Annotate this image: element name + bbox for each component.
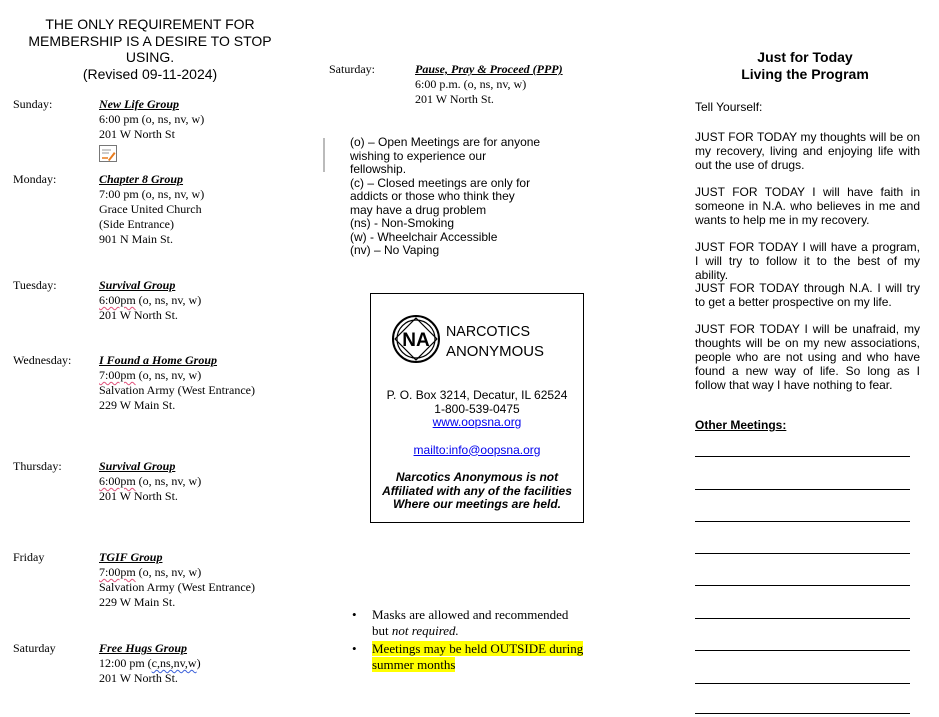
legend-line: (ns) - Non-Smoking: [350, 216, 455, 230]
meeting-address: 901 N Main St.: [99, 232, 174, 246]
meeting-monday: [99, 172, 204, 247]
blank-line[interactable]: [695, 618, 910, 619]
meeting-entrance: (Side Entrance): [99, 217, 174, 231]
meeting-time: 7:00pm (o, ns, nv, w): [99, 565, 202, 579]
legend-line: fellowship.: [350, 162, 407, 176]
meeting-time: 6:00pm (o, ns, nv, w): [99, 293, 202, 307]
blank-line[interactable]: [695, 650, 910, 651]
meeting-day-thursday: Thursday:: [13, 459, 62, 473]
meeting-address: 229 W Main St.: [99, 398, 176, 412]
blank-line[interactable]: [695, 713, 910, 714]
legend-line: may have a drug problem: [350, 202, 487, 217]
meeting-day-tuesday: Tuesday:: [13, 278, 57, 292]
meeting-time: 6:00 pm (o, ns, nv, w): [99, 112, 205, 126]
requirement-line-3: USING.: [125, 49, 175, 65]
blank-line[interactable]: [695, 521, 910, 522]
meeting-friday: [99, 550, 255, 610]
meeting-name: Survival Group: [99, 459, 176, 473]
meeting-wednesday: [99, 353, 255, 413]
requirement-line-1: THE ONLY REQUIREMENT FOR: [45, 16, 255, 32]
meeting-time: 7:00 pm (o, ns, nv, w): [99, 187, 205, 201]
jft-paragraph: JUST FOR TODAY I will have faith in someone in N.A. who believes in me and wants to help me in my recovery.: [695, 185, 920, 227]
blank-line[interactable]: [695, 553, 910, 554]
note-outside: • Meetings may be held OUTSIDE during summer months: [352, 641, 584, 672]
meeting-name: New Life Group: [99, 97, 179, 111]
meeting-day-saturday-ppp: Saturday:: [329, 62, 375, 76]
meeting-name: I Found a Home Group: [99, 353, 218, 367]
meeting-location: Salvation Army (West Entrance): [99, 580, 255, 594]
meeting-address: 229 W Main St.: [99, 595, 176, 609]
meeting-name: Chapter 8 Group: [99, 172, 184, 186]
meeting-day-wednesday: Wednesday:: [13, 353, 72, 367]
legend-line: (c) – Closed meetings are only for: [350, 175, 531, 190]
meeting-day-sunday: Sunday:: [13, 97, 53, 111]
na-logo: [391, 313, 551, 365]
meeting-location: Salvation Army (West Entrance): [99, 383, 255, 397]
legend-line: (w) - Wheelchair Accessible: [350, 229, 498, 244]
blank-line[interactable]: [695, 456, 910, 457]
meeting-sunday: [99, 97, 204, 166]
blank-line[interactable]: [695, 585, 910, 586]
meeting-day-monday: Monday:: [13, 172, 57, 186]
po-box-address: P. O. Box 3214, Decatur, IL 62524: [386, 388, 568, 402]
meeting-time: 6:00 p.m. (o, ns, nv, w): [415, 77, 527, 91]
just-for-today-title: Just for Today Living the Program: [741, 49, 869, 82]
meeting-name: Pause, Pray & Proceed (PPP): [415, 62, 563, 76]
meeting-day-friday: Friday: [13, 550, 45, 564]
bullet-icon: •: [352, 607, 357, 622]
meeting-address: 201 W North St.: [99, 308, 178, 322]
meeting-saturday-ppp: [415, 62, 563, 107]
meeting-address: 201 W North St.: [415, 92, 494, 106]
blank-line[interactable]: [695, 683, 910, 684]
website-link[interactable]: www.oopsna.org: [432, 415, 522, 429]
blank-line[interactable]: [695, 489, 910, 490]
membership-requirement: [10, 16, 290, 82]
meeting-time: 12:00 pm (c,ns,nv,w): [99, 656, 201, 670]
phone-number: 1-800-539-0475: [434, 401, 520, 416]
requirement-line-2: MEMBERSHIP IS A DESIRE TO STOP: [28, 32, 272, 49]
revised-date: (Revised 09-11-2024): [82, 65, 218, 82]
meeting-notes-list: [350, 607, 620, 675]
meeting-time: 7:00pm (o, ns, nv, w): [99, 368, 202, 382]
jft-paragraph: JUST FOR TODAY my thoughts will be on my recovery, living and enjoying life with out the use of drugs.: [695, 130, 920, 172]
na-logo-icon: [391, 313, 551, 365]
meeting-address: 201 W North St.: [99, 671, 178, 685]
na-contact-info: [371, 389, 583, 457]
svg-text:NA: NA: [402, 330, 430, 351]
bullet-icon: •: [352, 641, 357, 656]
meeting-time: 6:00pm (o, ns, nv, w): [99, 474, 202, 488]
meeting-tuesday: [99, 278, 201, 323]
jft-paragraph: JUST FOR TODAY I will have a program, I will try to follow it to the best of my ability.: [695, 240, 920, 282]
legend-line: addicts or those who think they: [350, 189, 515, 203]
meeting-location: Grace United Church: [99, 202, 202, 216]
tell-yourself-label: Tell Yourself:: [695, 100, 763, 114]
meeting-saturday: [99, 641, 201, 686]
meeting-name: Free Hugs Group: [99, 641, 188, 655]
document-edit-icon[interactable]: [99, 145, 117, 162]
meeting-name: Survival Group: [99, 278, 176, 292]
svg-text:NARCOTICS: NARCOTICS: [446, 323, 530, 340]
meeting-code-legend: [350, 136, 570, 258]
meeting-address: 201 W North St: [99, 127, 175, 141]
legend-line: (nv) – No Vaping: [350, 243, 440, 257]
meeting-address: 201 W North St.: [99, 489, 178, 503]
na-contact-box: [370, 293, 584, 523]
meeting-thursday: [99, 459, 201, 504]
affiliation-note: Narcotics Anonymous is not Affiliated with any of the facilities Where our meetings are held.: [382, 470, 572, 511]
legend-line: (o) – Open Meetings are for anyone: [350, 135, 541, 149]
svg-text:ANONYMOUS: ANONYMOUS: [446, 343, 544, 360]
text-cursor-bar: [323, 138, 325, 172]
jft-paragraph: JUST FOR TODAY I will be unafraid, my thoughts will be on my new associations, people who are not using and who have found a new way of life. So long as I follow that way I have nothing to fear.: [695, 322, 920, 392]
meeting-day-saturday: Saturday: [13, 641, 56, 655]
meeting-name: TGIF Group: [99, 550, 163, 564]
legend-line: wishing to experience our: [350, 148, 487, 163]
other-meetings-heading: Other Meetings:: [695, 418, 787, 432]
email-link[interactable]: mailto:info@oopsna.org: [413, 442, 541, 457]
note-masks: • Masks are allowed and recommended but not required.: [352, 607, 569, 638]
jft-paragraph: JUST FOR TODAY through N.A. I will try to get a better prospective on my life.: [695, 281, 920, 309]
